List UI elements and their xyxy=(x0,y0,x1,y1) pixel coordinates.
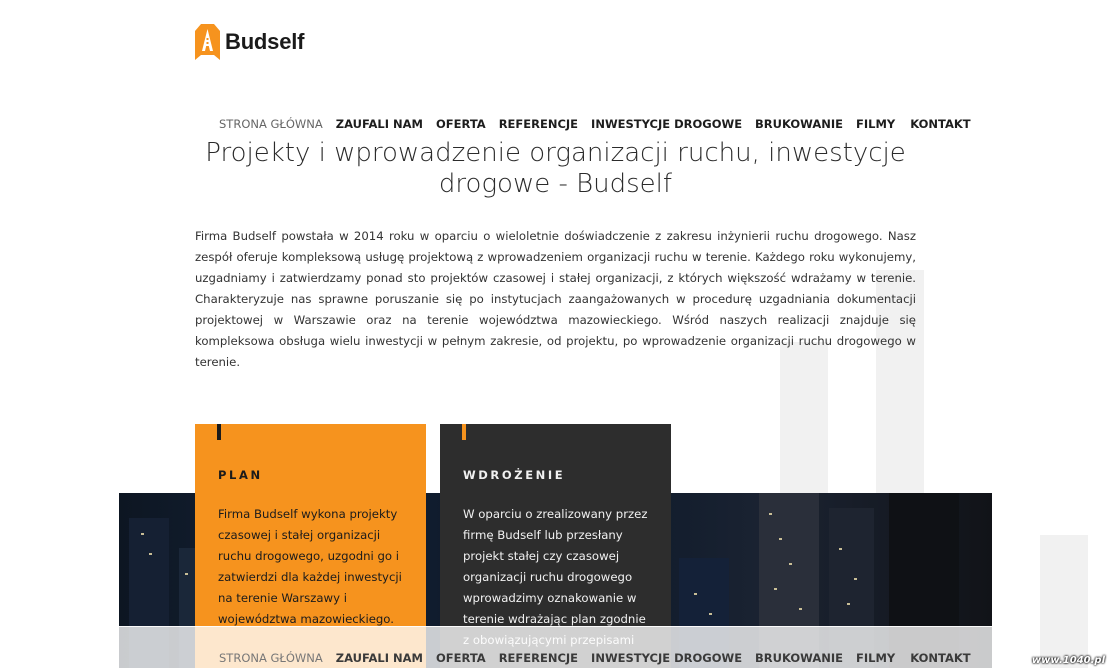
sticky-nav-item-offer[interactable]: OFERTA xyxy=(436,651,486,665)
plan-card-text: Firma Budself wykona projekty czasowej i stałej organizacji ruchu drogowego, uzgodni go i zatwierdzi dla każdej inwestycji na terenie Warszawy i województwa mazowieckiego. xyxy=(218,507,402,626)
brand-name: Budself xyxy=(225,29,305,54)
plan-card-title: PLAN xyxy=(218,468,263,482)
logo[interactable] xyxy=(195,24,304,60)
sticky-nav-item-paving[interactable]: BRUKOWANIE xyxy=(755,651,844,665)
card-accent-bar xyxy=(217,424,221,440)
sticky-nav-item-home[interactable]: STRONA GŁÓWNA xyxy=(219,651,323,665)
sticky-nav-item-trusted-us[interactable]: ZAUFALI NAM xyxy=(335,651,424,665)
sticky-nav-item-films[interactable]: FILMY xyxy=(856,651,896,665)
watermark: www.1040.pl xyxy=(1031,655,1105,666)
sticky-header xyxy=(119,626,992,669)
nav-item-road-investments[interactable]: INWESTYCJE DROGOWE xyxy=(591,117,743,131)
decorative-bar xyxy=(1040,535,1088,668)
sticky-nav-item-road-investments[interactable]: INWESTYCJE DROGOWE xyxy=(591,651,743,665)
sticky-nav-item-references[interactable]: REFERENCJE xyxy=(498,651,579,665)
implementation-card-text: W oparciu o zrealizowany przez firmę Budself lub przesłany projekt stałej czy czasowej organizacji ruchu drogowego wprowadzimy oznakowanie w terenie wdrażając plan zgodnie xyxy=(463,507,648,626)
intro-paragraph: Firma Budself powstała w 2014 roku w oparciu o wieloletnie doświadczenie z zakresu inżynierii ruchu drogowego. Nasz zespół oferuje kompleksową usługę projektową z wprowadzeniem organizacji ruchu w terenie. Każdego roku wykonujemy, uzgadniamy i zatwierdzamy ponad sto projektów czasowej i stałej organizacji, z których większość wdrażamy w terenie. Charakteryzuje nas sprawne poruszanie się po instytucjach zaangażowanych w procedurę uzgadniania dokumentacji projektowej w Warszawie oraz na terenie województwa mazowieckiego. Wśród naszych realizacji znajduje się kompleksowa obsługa wielu inwestycji w pełnym zakresie, od projektu, po wprowadzenie organizacji ruchu drogowego w terenie. xyxy=(195,229,916,369)
page-title: Projekty i wprowadzenie organizacji ruchu, inwestycje drogowe - Budself xyxy=(205,138,906,199)
nav-item-contact[interactable]: KONTAKT xyxy=(910,117,971,131)
main-nav xyxy=(219,117,984,131)
nav-item-trusted-us[interactable]: ZAUFALI NAM xyxy=(335,117,424,131)
nav-item-offer[interactable]: OFERTA xyxy=(436,117,486,131)
implementation-card-title: WDROŻENIE xyxy=(463,468,566,482)
card-accent-bar xyxy=(462,424,466,440)
sticky-nav xyxy=(219,651,984,665)
sticky-nav-item-contact[interactable]: KONTAKT xyxy=(910,651,971,665)
nav-item-paving[interactable]: BRUKOWANIE xyxy=(755,117,844,131)
nav-item-films[interactable]: FILMY xyxy=(856,117,896,131)
nav-item-home[interactable]: STRONA GŁÓWNA xyxy=(219,117,323,131)
nav-item-references[interactable]: REFERENCJE xyxy=(498,117,579,131)
budself-logo-icon xyxy=(195,24,220,60)
